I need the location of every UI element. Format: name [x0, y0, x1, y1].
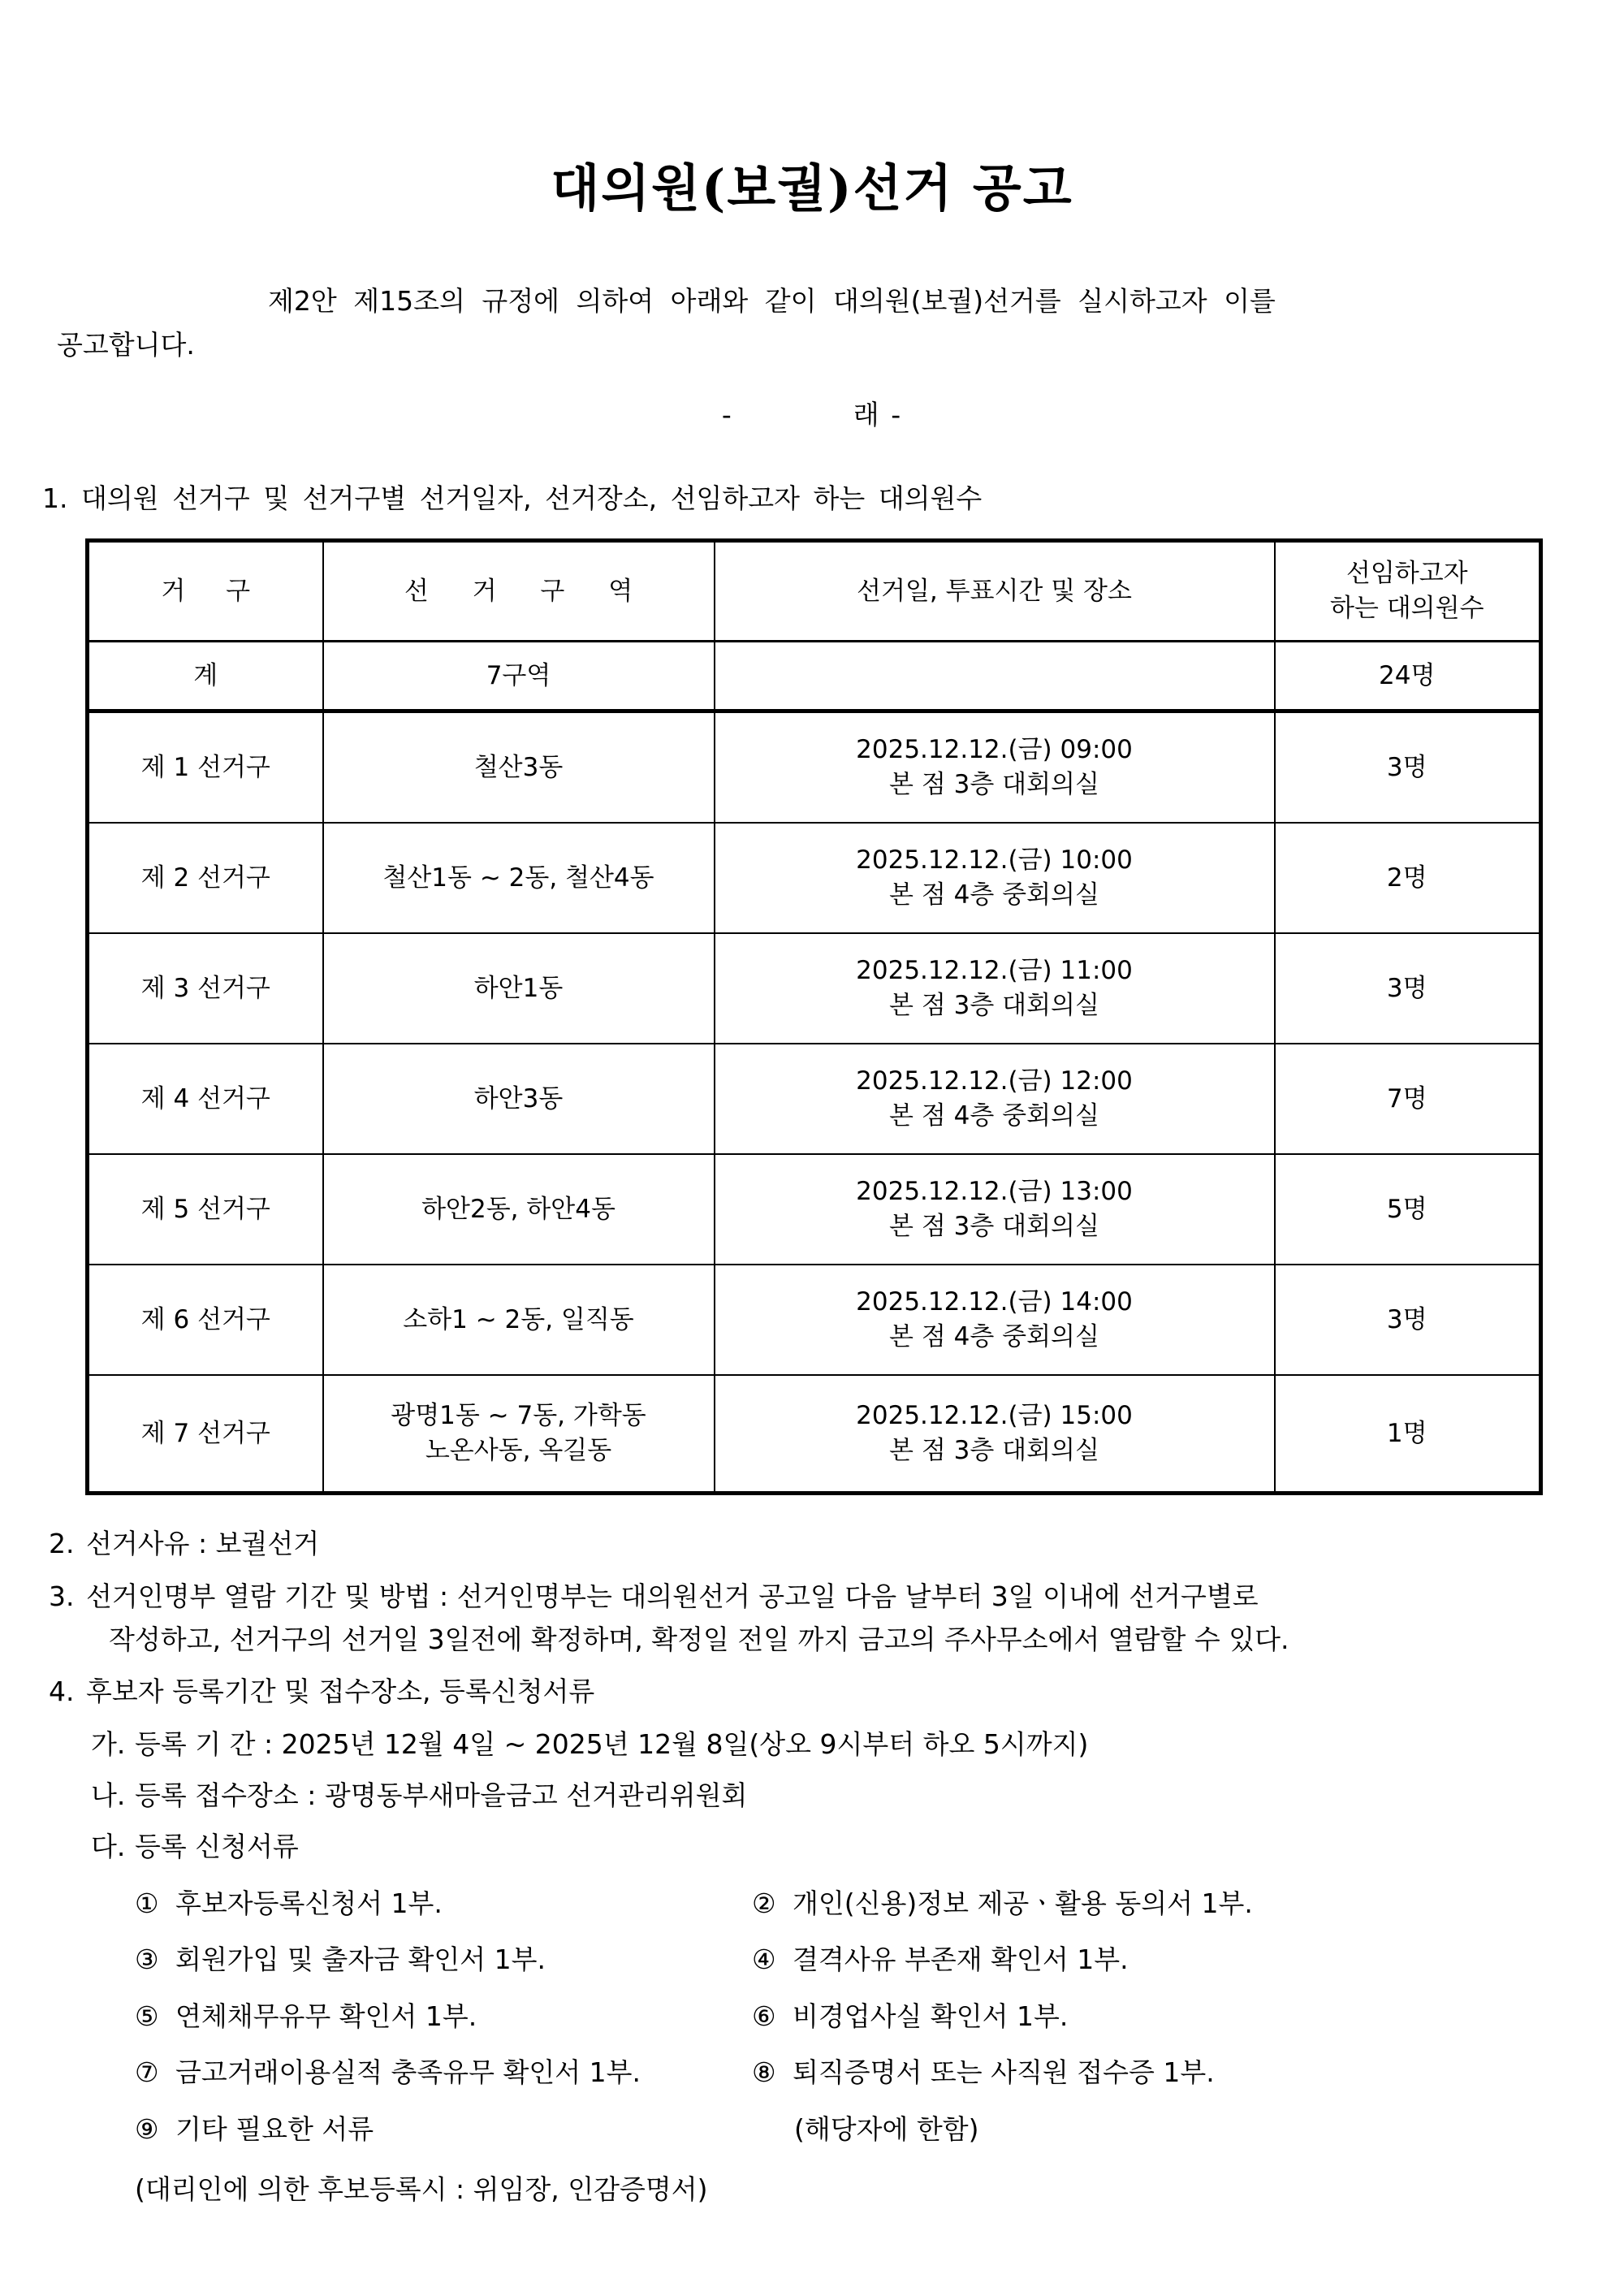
- row-count: 3명: [1275, 711, 1541, 824]
- document-item: [752, 1996, 1575, 2037]
- row-count: 2명: [1275, 823, 1541, 933]
- row-count: 3명: [1275, 1265, 1541, 1375]
- document-text: 회원가입 및 출자금 확인서 1부.: [175, 1944, 546, 1976]
- section-4-subitems: [49, 1723, 1575, 1868]
- section-3-number: 3.: [49, 1580, 75, 1612]
- document-number: ⑧: [752, 2056, 776, 2089]
- document-item: [135, 2109, 752, 2150]
- row-area: 하안2동, 하안4동: [323, 1154, 715, 1265]
- row-when: [715, 1154, 1275, 1265]
- election-table-wrapper: [0, 516, 1624, 1495]
- row-district: 제 2 선거구: [88, 823, 323, 933]
- column-header-district-label: 거 구: [161, 576, 267, 606]
- section-3-line-1: 선거인명부 열람 기간 및 방법 : 선거인명부는 대의원선거 공고일 다음 날부터 3일 이내에 선거구별로: [86, 1580, 1259, 1612]
- document-text: 후보자등록신청서 1부.: [175, 1887, 443, 1919]
- document-number: ③: [135, 1944, 159, 1976]
- section-1-heading: [0, 432, 1624, 516]
- row-when: [715, 1044, 1275, 1154]
- row-when: [715, 933, 1275, 1044]
- column-header-area: [323, 541, 715, 642]
- row-count: 3명: [1275, 933, 1541, 1044]
- row-when-line-2: 본 점 4층 중회의실: [889, 880, 1099, 910]
- row-district: 제 3 선거구: [88, 933, 323, 1044]
- document-item: [135, 1996, 752, 2037]
- row-when-line-1: 2025.12.12.(금) 10:00: [856, 845, 1133, 876]
- document-item: [135, 1939, 752, 1980]
- row-when-line-2: 본 점 3층 대회의실: [889, 770, 1099, 800]
- document-number: ④: [752, 1944, 776, 1976]
- section-1-text: 대의원 선거구 및 선거구별 선거일자, 선거장소, 선임하고자 하는 대의원수: [81, 482, 983, 515]
- row-when-line-2: 본 점 4층 중회의실: [889, 1322, 1099, 1352]
- subitem-a-marker: 가.: [91, 1728, 126, 1761]
- section-2-number: 2.: [49, 1528, 75, 1560]
- document-number: ⑨: [135, 2112, 159, 2145]
- table-row: [88, 1154, 1541, 1265]
- document-item: [752, 2052, 1575, 2093]
- column-header-area-label: 선 거 구 역: [404, 576, 651, 606]
- column-header-district: [88, 541, 323, 642]
- row-when-line-2: 본 점 3층 대회의실: [889, 1212, 1099, 1242]
- row-when-line-1: 2025.12.12.(금) 14:00: [856, 1287, 1133, 1317]
- sections-list: [0, 1495, 1624, 2207]
- page-title: 대의원(보궐)선거 공고: [551, 158, 1073, 218]
- row-district: 제 4 선거구: [88, 1044, 323, 1154]
- section-4-number: 4.: [49, 1676, 75, 1708]
- document-item: [752, 1939, 1575, 1980]
- section-3-body: [86, 1576, 1575, 1662]
- document-number: ⑦: [135, 2056, 159, 2089]
- document-text: 비경업사실 확인서 1부.: [793, 2000, 1069, 2032]
- summary-label: 계: [88, 642, 323, 711]
- row-area-line-2: 노온사동, 옥길동: [425, 1436, 612, 1466]
- section-3: [49, 1576, 1575, 1662]
- document-number: ⑥: [752, 2000, 776, 2032]
- row-area: 하안1동: [323, 933, 715, 1044]
- subitem-b-marker: 나.: [91, 1779, 126, 1812]
- row-when-line-2: 본 점 3층 대회의실: [889, 991, 1099, 1021]
- subitem-c-text: 등록 신청서류: [135, 1830, 299, 1862]
- row-district: 제 6 선거구: [88, 1265, 323, 1375]
- intro-line-2: 공고합니다.: [57, 328, 195, 361]
- table-row: [88, 933, 1541, 1044]
- row-when-line-2: 본 점 4층 중회의실: [889, 1101, 1099, 1131]
- summary-count: 24명: [1275, 642, 1541, 711]
- subitem-c-marker: 다.: [91, 1830, 126, 1862]
- column-header-datetime-place: 선거일, 투표시간 및 장소: [715, 541, 1275, 642]
- row-district: 제 5 선거구: [88, 1154, 323, 1265]
- table-header: [88, 541, 1541, 642]
- required-documents-grid: [49, 1883, 1575, 2150]
- subitem-c: [91, 1826, 1575, 1869]
- column-header-count: [1275, 541, 1541, 642]
- row-area: 하안3동: [323, 1044, 715, 1154]
- document-number: ①: [135, 1887, 159, 1919]
- intro-line-1: 제2안 제15조의 규정에 의하여 아래와 같이 대의원(보궐)선거를 실시하고자 이를: [268, 285, 1276, 318]
- subitem-b-text: 등록 접수장소 : 광명동부새마을금고 선거관리위원회: [135, 1779, 748, 1812]
- section-1-number: 1.: [42, 482, 68, 515]
- table-body: [88, 642, 1541, 1494]
- subitem-a-text: 등록 기 간 : 2025년 12월 4일 ~ 2025년 12월 8일(상오 9시부터 하오 5시까지): [135, 1728, 1089, 1761]
- document-number: ⑤: [135, 2000, 159, 2032]
- document-text: 연체채무유무 확인서 1부.: [175, 2000, 477, 2032]
- row-when-line-1: 2025.12.12.(금) 13:00: [856, 1177, 1133, 1207]
- section-4: [49, 1671, 1575, 1714]
- row-when: [715, 823, 1275, 933]
- row-count: 5명: [1275, 1154, 1541, 1265]
- proxy-registration-note: (대리인에 의한 후보등록시 : 위임장, 인감증명서): [135, 2173, 708, 2206]
- row-when: [715, 1265, 1275, 1375]
- intro-paragraph: [0, 216, 1624, 366]
- document-text: 결격사유 부존재 확인서 1부.: [793, 1944, 1129, 1976]
- row-area: 철산1동 ~ 2동, 철산4동: [323, 823, 715, 933]
- summary-zones: 7구역: [323, 642, 715, 711]
- section-3-line-2: 작성하고, 선거구의 선거일 3일전에 확정하며, 확정일 전일 까지 금고의 주사무소에서 열람할 수 있다.: [109, 1623, 1289, 1655]
- document-item: [752, 1883, 1575, 1924]
- column-header-count-line-1: 선임하고자: [1345, 559, 1468, 589]
- row-area: 철산3동: [323, 711, 715, 824]
- document-item: [135, 2052, 752, 2093]
- document-text: 기타 필요한 서류: [175, 2112, 374, 2145]
- section-4-heading: 후보자 등록기간 및 접수장소, 등록신청서류: [86, 1676, 595, 1708]
- arae-left-dash: -: [721, 399, 853, 431]
- section-2-text: 선거사유 : 보궐선거: [86, 1528, 320, 1560]
- row-area-line-1: 광명1동 ~ 7동, 가학동: [391, 1401, 646, 1431]
- row-when-line-1: 2025.12.12.(금) 12:00: [856, 1066, 1133, 1096]
- subitem-a: [91, 1723, 1575, 1766]
- row-when-line-2: 본 점 3층 대회의실: [889, 1436, 1099, 1466]
- table-row: [88, 1044, 1541, 1154]
- document-item: [135, 1883, 752, 1924]
- table-row: [88, 823, 1541, 933]
- document-text: 퇴직증명서 또는 사직원 접수증 1부.: [793, 2056, 1215, 2089]
- subitem-b: [91, 1775, 1575, 1818]
- arae-right-dash: -: [891, 399, 903, 431]
- summary-when: [715, 642, 1275, 711]
- document-number: ②: [752, 1887, 776, 1919]
- table-header-row: [88, 541, 1541, 642]
- table-row-summary: [88, 642, 1541, 711]
- row-area: 소하1 ~ 2동, 일직동: [323, 1265, 715, 1375]
- column-header-count-line-2: 하는 대의원수: [1329, 594, 1484, 624]
- row-district: 제 7 선거구: [88, 1375, 323, 1494]
- table-row: [88, 1375, 1541, 1494]
- table-row: [88, 1265, 1541, 1375]
- document-text: 개인(신용)정보 제공ㆍ활용 동의서 1부.: [793, 1887, 1253, 1919]
- table-row: [88, 711, 1541, 824]
- document-text: 금고거래이용실적 충족유무 확인서 1부.: [175, 2056, 641, 2089]
- row-when: [715, 711, 1275, 824]
- applicable-note: (해당자에 한함): [794, 2112, 979, 2145]
- row-district: 제 1 선거구: [88, 711, 323, 824]
- row-when-line-1: 2025.12.12.(금) 11:00: [856, 956, 1133, 986]
- arae-word: 래: [853, 399, 881, 431]
- row-when-line-1: 2025.12.12.(금) 09:00: [856, 735, 1133, 765]
- row-when: [715, 1375, 1275, 1494]
- row-when-line-1: 2025.12.12.(금) 15:00: [856, 1401, 1133, 1431]
- election-table: [85, 538, 1543, 1495]
- row-area: [323, 1375, 715, 1494]
- section-2: [49, 1523, 1575, 1566]
- arae-divider: [0, 366, 1624, 432]
- row-count: 1명: [1275, 1375, 1541, 1494]
- row-count: 7명: [1275, 1044, 1541, 1154]
